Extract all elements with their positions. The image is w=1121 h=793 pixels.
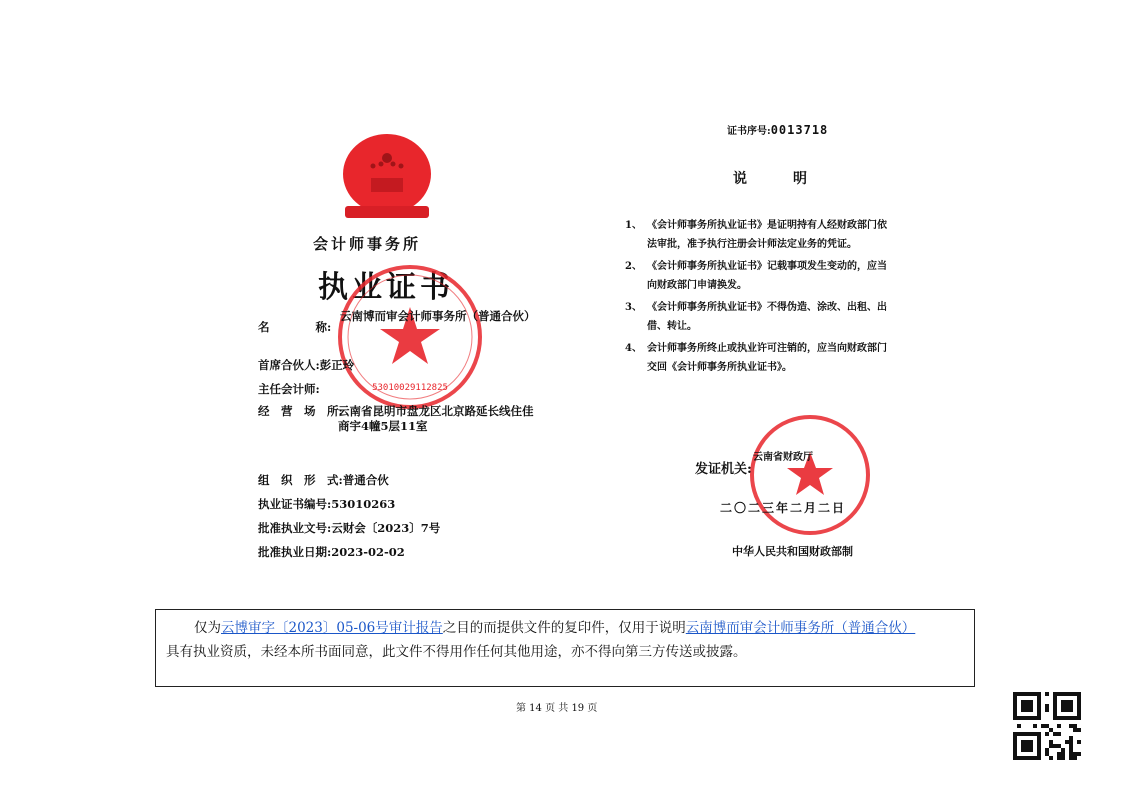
approval-date-label: 批准执业日期: (258, 545, 332, 559)
qr-module (1073, 728, 1077, 732)
note-number: 4、 (625, 343, 642, 354)
qr-module (1073, 752, 1077, 756)
cert-code-value: 53010263 (331, 497, 396, 511)
approval-doc-value: 云财会〔2023〕7号 (331, 521, 441, 535)
qr-module (1069, 756, 1073, 760)
cert-code-label: 执业证书编号: (258, 497, 332, 511)
qr-module (1073, 756, 1077, 760)
qr-code[interactable] (1013, 692, 1081, 760)
issuer-label: 发证机关: (695, 462, 752, 477)
field-address-label-row (258, 404, 343, 418)
address-label: 经 营 场 所: (258, 404, 343, 418)
note-text: 《会计师事务所执业证书》不得伪造、涂改、出租、出借、转让。 (647, 302, 887, 332)
disclaimer-box (155, 609, 975, 687)
firm-name-link[interactable]: 云南博而审会计师事务所（普通合伙） (685, 620, 916, 636)
note-item (625, 339, 895, 377)
qr-module (1061, 756, 1065, 760)
qr-module (1057, 724, 1061, 728)
qr-module (1057, 744, 1061, 748)
qr-module (1069, 740, 1073, 744)
field-name-value: 云南博而审会计师事务所（普通合伙） (340, 309, 536, 323)
note-number: 1、 (625, 220, 642, 231)
qr-module (1057, 752, 1061, 756)
qr-module (1033, 724, 1037, 728)
partner-value: 彭正玲 (319, 358, 355, 372)
qr-module (1017, 724, 1021, 728)
certificate-title: 执业证书 (318, 270, 454, 305)
national-emblem (335, 128, 439, 224)
field-chief-accountant (258, 382, 320, 396)
qr-module (1049, 756, 1053, 760)
qr-finder (1021, 740, 1033, 752)
qr-module (1057, 756, 1061, 760)
qr-module (1077, 728, 1081, 732)
approval-doc-label: 批准执业文号: (258, 521, 332, 535)
qr-module (1049, 740, 1053, 744)
note-text: 《会计师事务所执业证书》记载事项发生变动的，应当向财政部门申请换发。 (647, 261, 887, 291)
note-item (625, 257, 895, 295)
firm-seal-number: 53010029112825 (372, 383, 448, 393)
qr-module (1053, 744, 1057, 748)
qr-code-icon (1013, 692, 1081, 760)
field-approval-date (258, 545, 405, 559)
name-label: 名 称: (258, 320, 332, 334)
report-reference-link[interactable]: 云博审字〔2023〕05-06号审计报告 (221, 620, 443, 636)
partner-label: 首席合伙人: (258, 358, 320, 372)
serial-value: 0013718 (770, 123, 829, 137)
qr-module (1069, 744, 1073, 748)
note-item (625, 216, 895, 254)
org-form-value: 普通合伙 (342, 473, 389, 487)
qr-module (1045, 752, 1049, 756)
field-partner (258, 358, 354, 372)
certificate-type: 会计师事务所 (313, 235, 422, 253)
qr-module (1045, 724, 1049, 728)
qr-module (1053, 732, 1057, 736)
qr-module (1061, 748, 1065, 752)
field-approval-doc (258, 521, 440, 535)
qr-module (1041, 724, 1045, 728)
disclaimer-suffix: 具有执业资质，未经本所书面同意，此文件不得用作任何其他用途，亦不得向第三方传送或披露。 (166, 644, 747, 660)
qr-module (1045, 748, 1049, 752)
issuer-seal (745, 410, 875, 540)
qr-finder (1061, 700, 1073, 712)
note-number: 3、 (625, 302, 642, 313)
qr-module (1069, 748, 1073, 752)
field-cert-code (258, 497, 395, 511)
qr-module (1049, 728, 1053, 732)
qr-module (1045, 692, 1049, 696)
qr-module (1057, 732, 1061, 736)
field-org-form (258, 473, 389, 487)
qr-module (1061, 752, 1065, 756)
note-number: 2、 (625, 261, 642, 272)
qr-finder (1021, 700, 1033, 712)
issuer-value: 云南省财政厅 (753, 452, 813, 463)
qr-module (1073, 724, 1077, 728)
qr-module (1069, 752, 1073, 756)
qr-module (1065, 740, 1069, 744)
notes-list (625, 216, 895, 380)
qr-module (1045, 704, 1049, 708)
qr-module (1077, 752, 1081, 756)
disclaimer-middle: 之目的而提供文件的复印件，仅用于说明 (442, 620, 686, 636)
qr-module (1069, 724, 1073, 728)
org-form-label: 组 织 形 式: (258, 473, 343, 487)
page-number: 第 14 页 共 19 页 (516, 703, 598, 714)
note-item (625, 298, 895, 336)
disclaimer-prefix: 仅为 (194, 620, 221, 636)
note-text: 会计师事务所终止或执业许可注销的，应当向财政部门交回《会计师事务所执业证书》。 (647, 343, 887, 373)
note-text: 《会计师事务所执业证书》是证明持有人经财政部门依法审批，准予执行注册会计师法定业务的凭证。 (647, 220, 887, 250)
issue-date: 二〇二三年二月二日 (720, 501, 847, 515)
qr-module (1045, 708, 1049, 712)
qr-module (1049, 744, 1053, 748)
ministry-imprint: 中华人民共和国财政部制 (732, 545, 853, 558)
address-value: 云南省昆明市盘龙区北京路延长线住佳商宇4幢5层11室 (338, 404, 534, 433)
qr-module (1077, 740, 1081, 744)
notes-heading: 说 明 (733, 171, 823, 187)
firm-seal (335, 262, 485, 412)
qr-module (1045, 732, 1049, 736)
chief-accountant-label: 主任会计师: (258, 382, 320, 396)
qr-module (1069, 736, 1073, 740)
serial-label: 证书序号: (727, 126, 771, 137)
approval-date-value: 2023-02-02 (331, 545, 405, 559)
serial-number (727, 122, 828, 137)
